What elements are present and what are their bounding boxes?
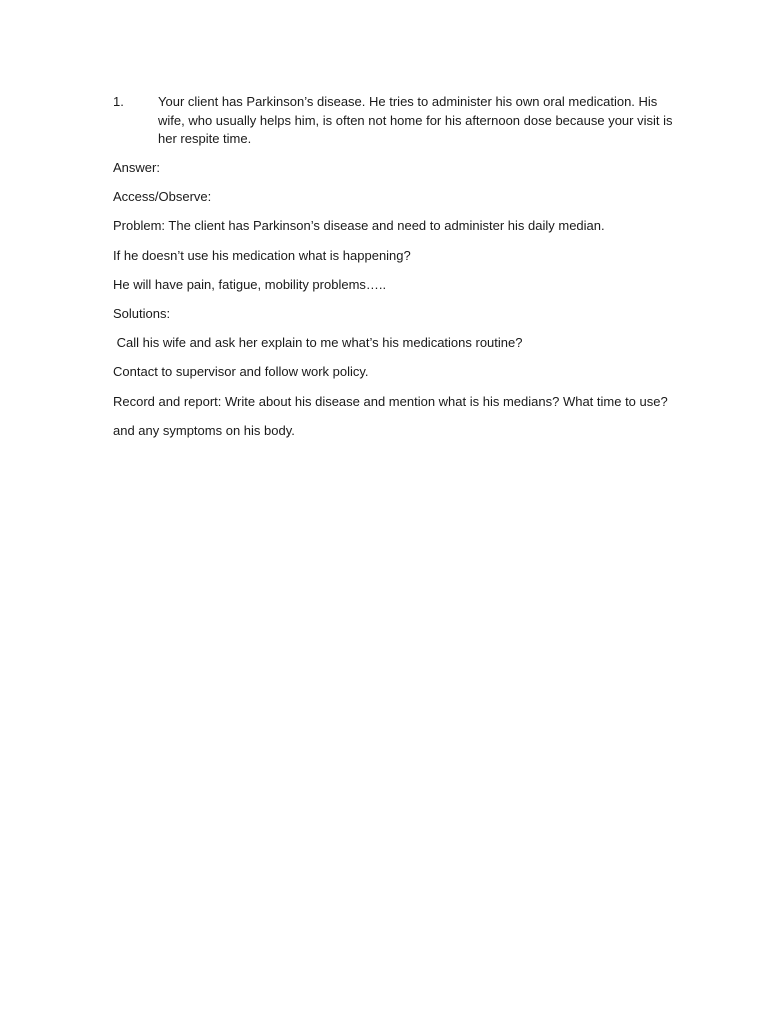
answer-section: [113, 159, 683, 451]
question-line: If he doesn’t use his medication what is happening?: [113, 247, 411, 263]
question-item: [113, 93, 683, 149]
solution-symptoms: and any symptoms on his body.: [113, 422, 295, 438]
solution-contact-supervisor: Contact to supervisor and follow work policy.: [113, 364, 369, 380]
consequence-line: He will have pain, fatigue, mobility problems…..: [113, 276, 387, 292]
answer-label: Answer:: [113, 160, 160, 175]
solution-record-report: Record and report: Write about his disease and mention what is his medians? What time to use?: [113, 393, 668, 409]
question-text: Your client has Parkinson’s disease. He tries to administer his own oral medication. His wife, who usually helps him, is often not home for his afternoon dose because your visit is her respite time.: [158, 94, 673, 146]
problem-statement: Problem: The client has Parkinson’s disease and need to administer his daily median.: [113, 218, 605, 234]
solution-call-wife: Call his wife and ask her explain to me what’s his medications routine?: [113, 335, 523, 351]
solutions-label: Solutions:: [113, 305, 171, 321]
access-observe-label: Access/Observe:: [113, 189, 212, 205]
question-number: 1.: [113, 94, 124, 109]
